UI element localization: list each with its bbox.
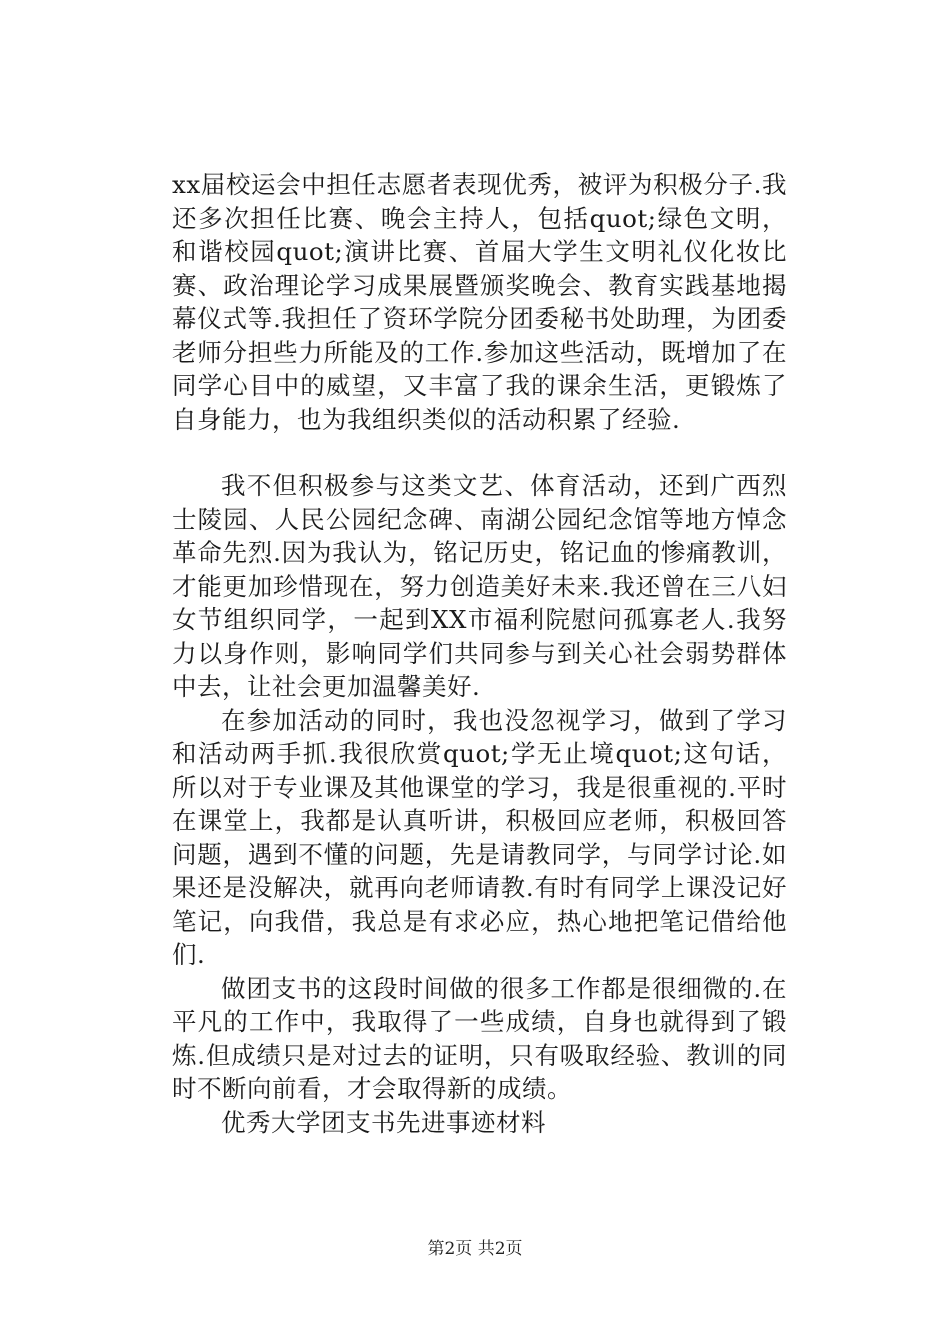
paragraph-4: 做团支书的这段时间做的很多工作都是很细微的.在平凡的工作中，我取得了一些成绩，自身也就得到了锻炼.但成绩只是对过去的证明，只有吸取经验、教训的同时不断向前看，才会取得新的成绩。: [172, 973, 787, 1103]
paragraph-2: 我不但积极参与这类文艺、体育活动，还到广西烈士陵园、人民公园纪念碑、南湖公园纪念馆等地方悼念革命先烈.因为我认为，铭记历史，铭记血的惨痛教训，才能更加珍惜现在，努力创造美好未来.我还曾在三八妇女节组织同学，一起到XX市福利院慰问孤寡老人.我努力以身作则，影响同学们共同参与到关心社会弱势群体中去，让社会更加温馨美好.: [172, 471, 787, 701]
page-number-footer: 第2页 共2页: [427, 1239, 523, 1259]
document-title-line: 优秀大学团支书先进事迹材料: [221, 1107, 546, 1137]
paragraph-1: xx届校运会中担任志愿者表现优秀，被评为积极分子.我还多次担任比赛、晚会主持人，包括quot;绿色文明，和谐校园quot;演讲比赛、首届大学生文明礼仪化妆比赛、政治理论学习成果展暨颁奖晚会、教育实践基地揭幕仪式等.我担任了资环学院分团委秘书处助理，为团委老师分担些力所能及的工作.参加这些活动，既增加了在同学心目中的威望，又丰富了我的课余生活，更锻炼了自身能力，也为我组织类似的活动积累了经验.: [172, 170, 787, 434]
paragraph-3: 在参加活动的同时，我也没忽视学习，做到了学习和活动两手抓.我很欣赏quot;学无止境quot;这句话，所以对于专业课及其他课堂的学习，我是很重视的.平时在课堂上，我都是认真听讲，积极回应老师，积极回答问题，遇到不懂的问题，先是请教同学，与同学讨论.如果还是没解决，就再向老师请教.有时有同学上课没记好笔记，向我借，我总是有求必应，热心地把笔记借给他们.: [172, 705, 787, 969]
document-body: [172, 168, 787, 1139]
